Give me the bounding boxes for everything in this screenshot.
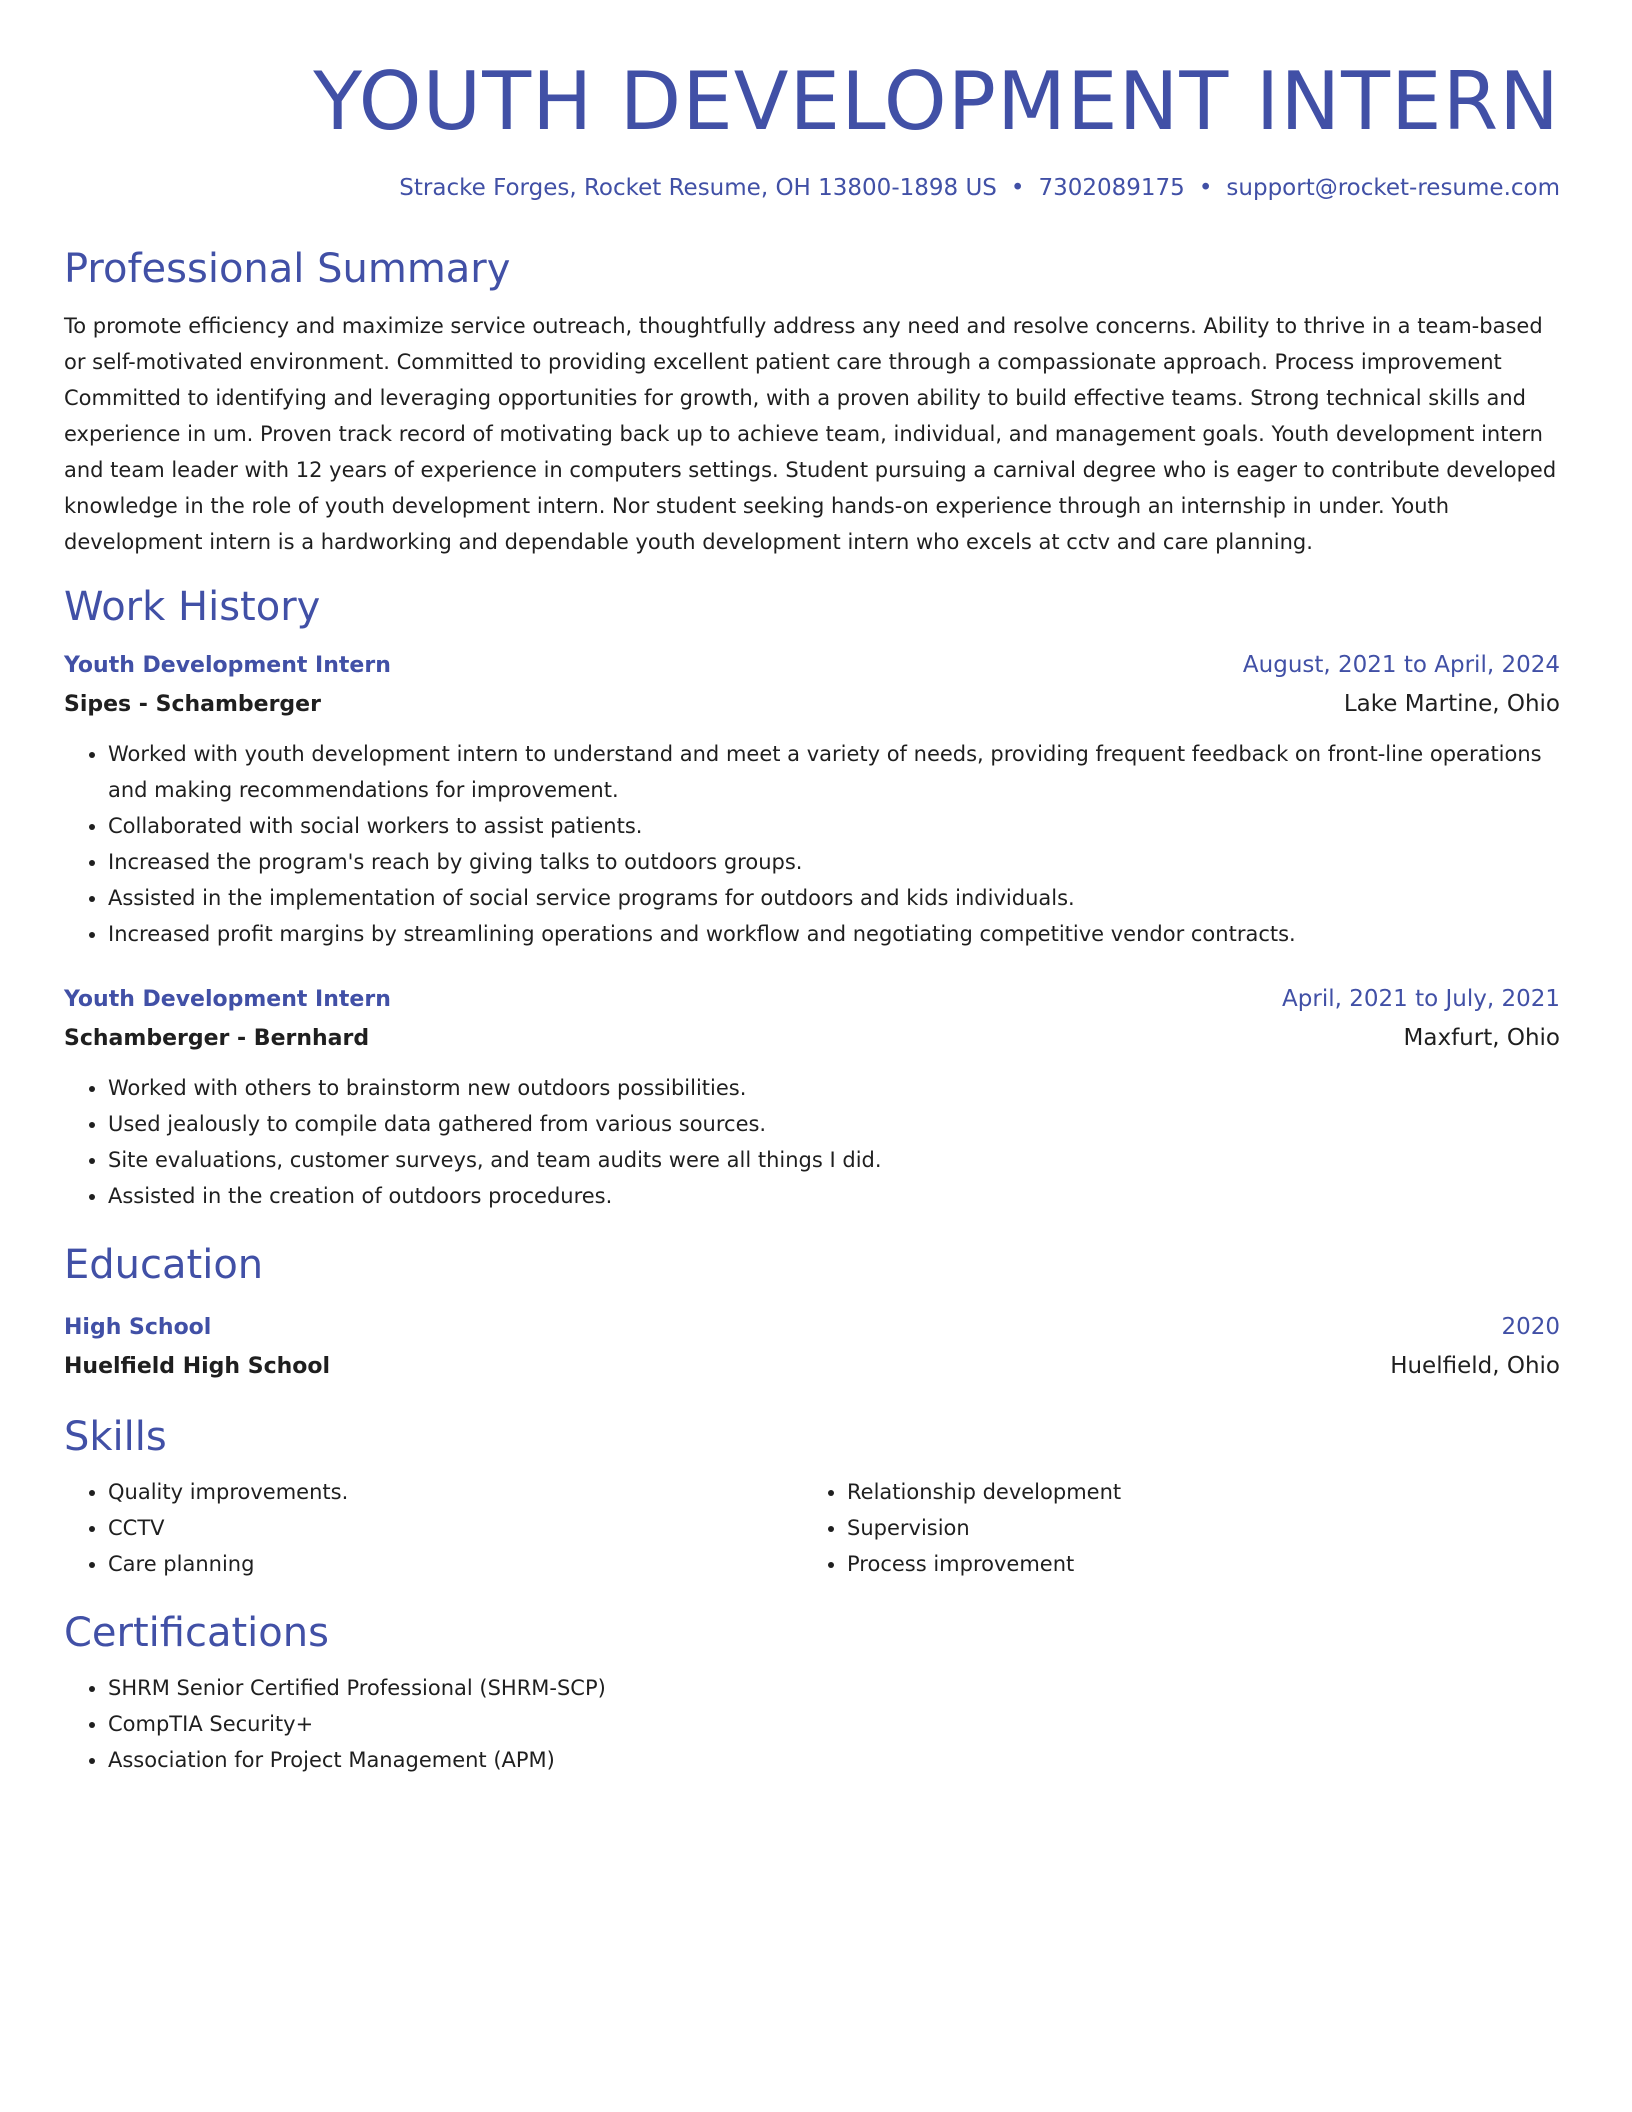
skills-columns	[64, 1474, 1560, 1582]
job-location: Lake Martine, Ohio	[1343, 691, 1560, 717]
education-degree: High School	[64, 1315, 212, 1340]
job-header-row	[64, 980, 1560, 1019]
education-header-row	[64, 1308, 1560, 1347]
job-location: Maxfurt, Ohio	[1403, 1025, 1560, 1051]
job-bullet: • Site evaluations, customer surveys, and team audits were all things I did.	[108, 1142, 1560, 1178]
job-dates: April, 2021 to July, 2021	[1282, 986, 1560, 1012]
contact-separator: •	[1198, 175, 1213, 201]
education-location: Huelfield, Ohio	[1390, 1353, 1560, 1379]
skills-list-left	[64, 1474, 803, 1582]
skill-item: • Process improvement	[847, 1546, 1542, 1582]
job-header-row	[64, 646, 1560, 685]
job-bullet: • Used jealously to compile data gathered from various sources.	[108, 1106, 1560, 1142]
job-role: Youth Development Intern	[64, 987, 391, 1012]
job-entry	[64, 646, 1560, 952]
contact-phone: 7302089175	[1038, 175, 1185, 201]
job-bullet: • Increased the program's reach by giving talks to outdoors groups.	[108, 844, 1560, 880]
certification-item: • CompTIA Security+	[108, 1706, 1560, 1742]
job-company-row	[64, 685, 1560, 724]
skill-item: • Relationship development	[847, 1474, 1542, 1510]
skills-heading: Skills	[64, 1414, 167, 1460]
job-entry	[64, 980, 1560, 1214]
certifications-heading: Certifications	[64, 1610, 329, 1656]
job-bullet-list	[64, 736, 1560, 952]
resume-title: YOUTH DEVELOPMENT INTERN	[313, 55, 1560, 148]
job-bullet: • Worked with others to brainstorm new outdoors possibilities.	[108, 1070, 1560, 1106]
job-bullet: • Increased profit margins by streamlining operations and workflow and negotiating competitive vendor contracts.	[108, 916, 1560, 952]
contact-line	[64, 172, 1560, 204]
contact-address: Stracke Forges, Rocket Resume, OH 13800-1898 US	[399, 175, 997, 201]
contact-separator: •	[1010, 175, 1025, 201]
job-bullet: • Collaborated with social workers to assist patients.	[108, 808, 1560, 844]
resume-header	[64, 0, 1560, 204]
job-bullet: • Assisted in the creation of outdoors procedures.	[108, 1178, 1560, 1214]
education-heading: Education	[64, 1242, 264, 1288]
job-company-row	[64, 1019, 1560, 1058]
education-school-row	[64, 1347, 1560, 1386]
education-year: 2020	[1501, 1314, 1560, 1340]
certification-item: • SHRM Senior Certified Professional (SHRM-SCP)	[108, 1670, 1560, 1706]
skill-item: • CCTV	[108, 1510, 803, 1546]
job-dates: August, 2021 to April, 2024	[1242, 652, 1560, 678]
skill-item: • Care planning	[108, 1546, 803, 1582]
certification-item: • Association for Project Management (APM)	[108, 1742, 1560, 1778]
job-company: Schamberger - Bernhard	[64, 1026, 370, 1051]
contact-email[interactable]: support@rocket-resume.com	[1226, 175, 1560, 201]
education-entry	[64, 1308, 1560, 1386]
resume-page	[64, 0, 1560, 1778]
skill-item: • Supervision	[847, 1510, 1542, 1546]
skill-item: • Quality improvements.	[108, 1474, 803, 1510]
job-bullet: • Worked with youth development intern to understand and meet a variety of needs, providing frequent feedback on front-line operations and making recommendations for improvement.	[108, 736, 1560, 808]
summary-heading: Professional Summary	[64, 246, 511, 292]
certifications-list	[64, 1670, 1560, 1778]
summary-text: To promote efficiency and maximize service outreach, thoughtfully address any need and resolve concerns. Ability to thrive in a team-based or self-motivated environment. Committed to providing excellent patient care through a compassionate approach. Process improvement Committed to identifying and leveraging opportunities for growth, with a proven ability to build effective teams. Strong technical skills and experience in um. Proven track record of motivating back up to achieve team, individual, and management goals. Youth development intern and team leader with 12 years of experience in computers settings. Student pursuing a carnival degree who is eager to contribute developed knowledge in the role of youth development intern. Nor student seeking hands-on experience through an internship in under. Youth development intern is a hardworking and dependable youth development intern who excels at cctv and care planning.	[64, 314, 1557, 554]
skills-list-right	[803, 1474, 1542, 1582]
job-bullet: • Assisted in the implementation of social service programs for outdoors and kids individuals.	[108, 880, 1560, 916]
education-school: Huelfield High School	[64, 1354, 331, 1379]
work-history-heading: Work History	[64, 584, 321, 630]
job-company: Sipes - Schamberger	[64, 692, 321, 717]
job-role: Youth Development Intern	[64, 653, 391, 678]
job-bullet-list	[64, 1070, 1560, 1214]
